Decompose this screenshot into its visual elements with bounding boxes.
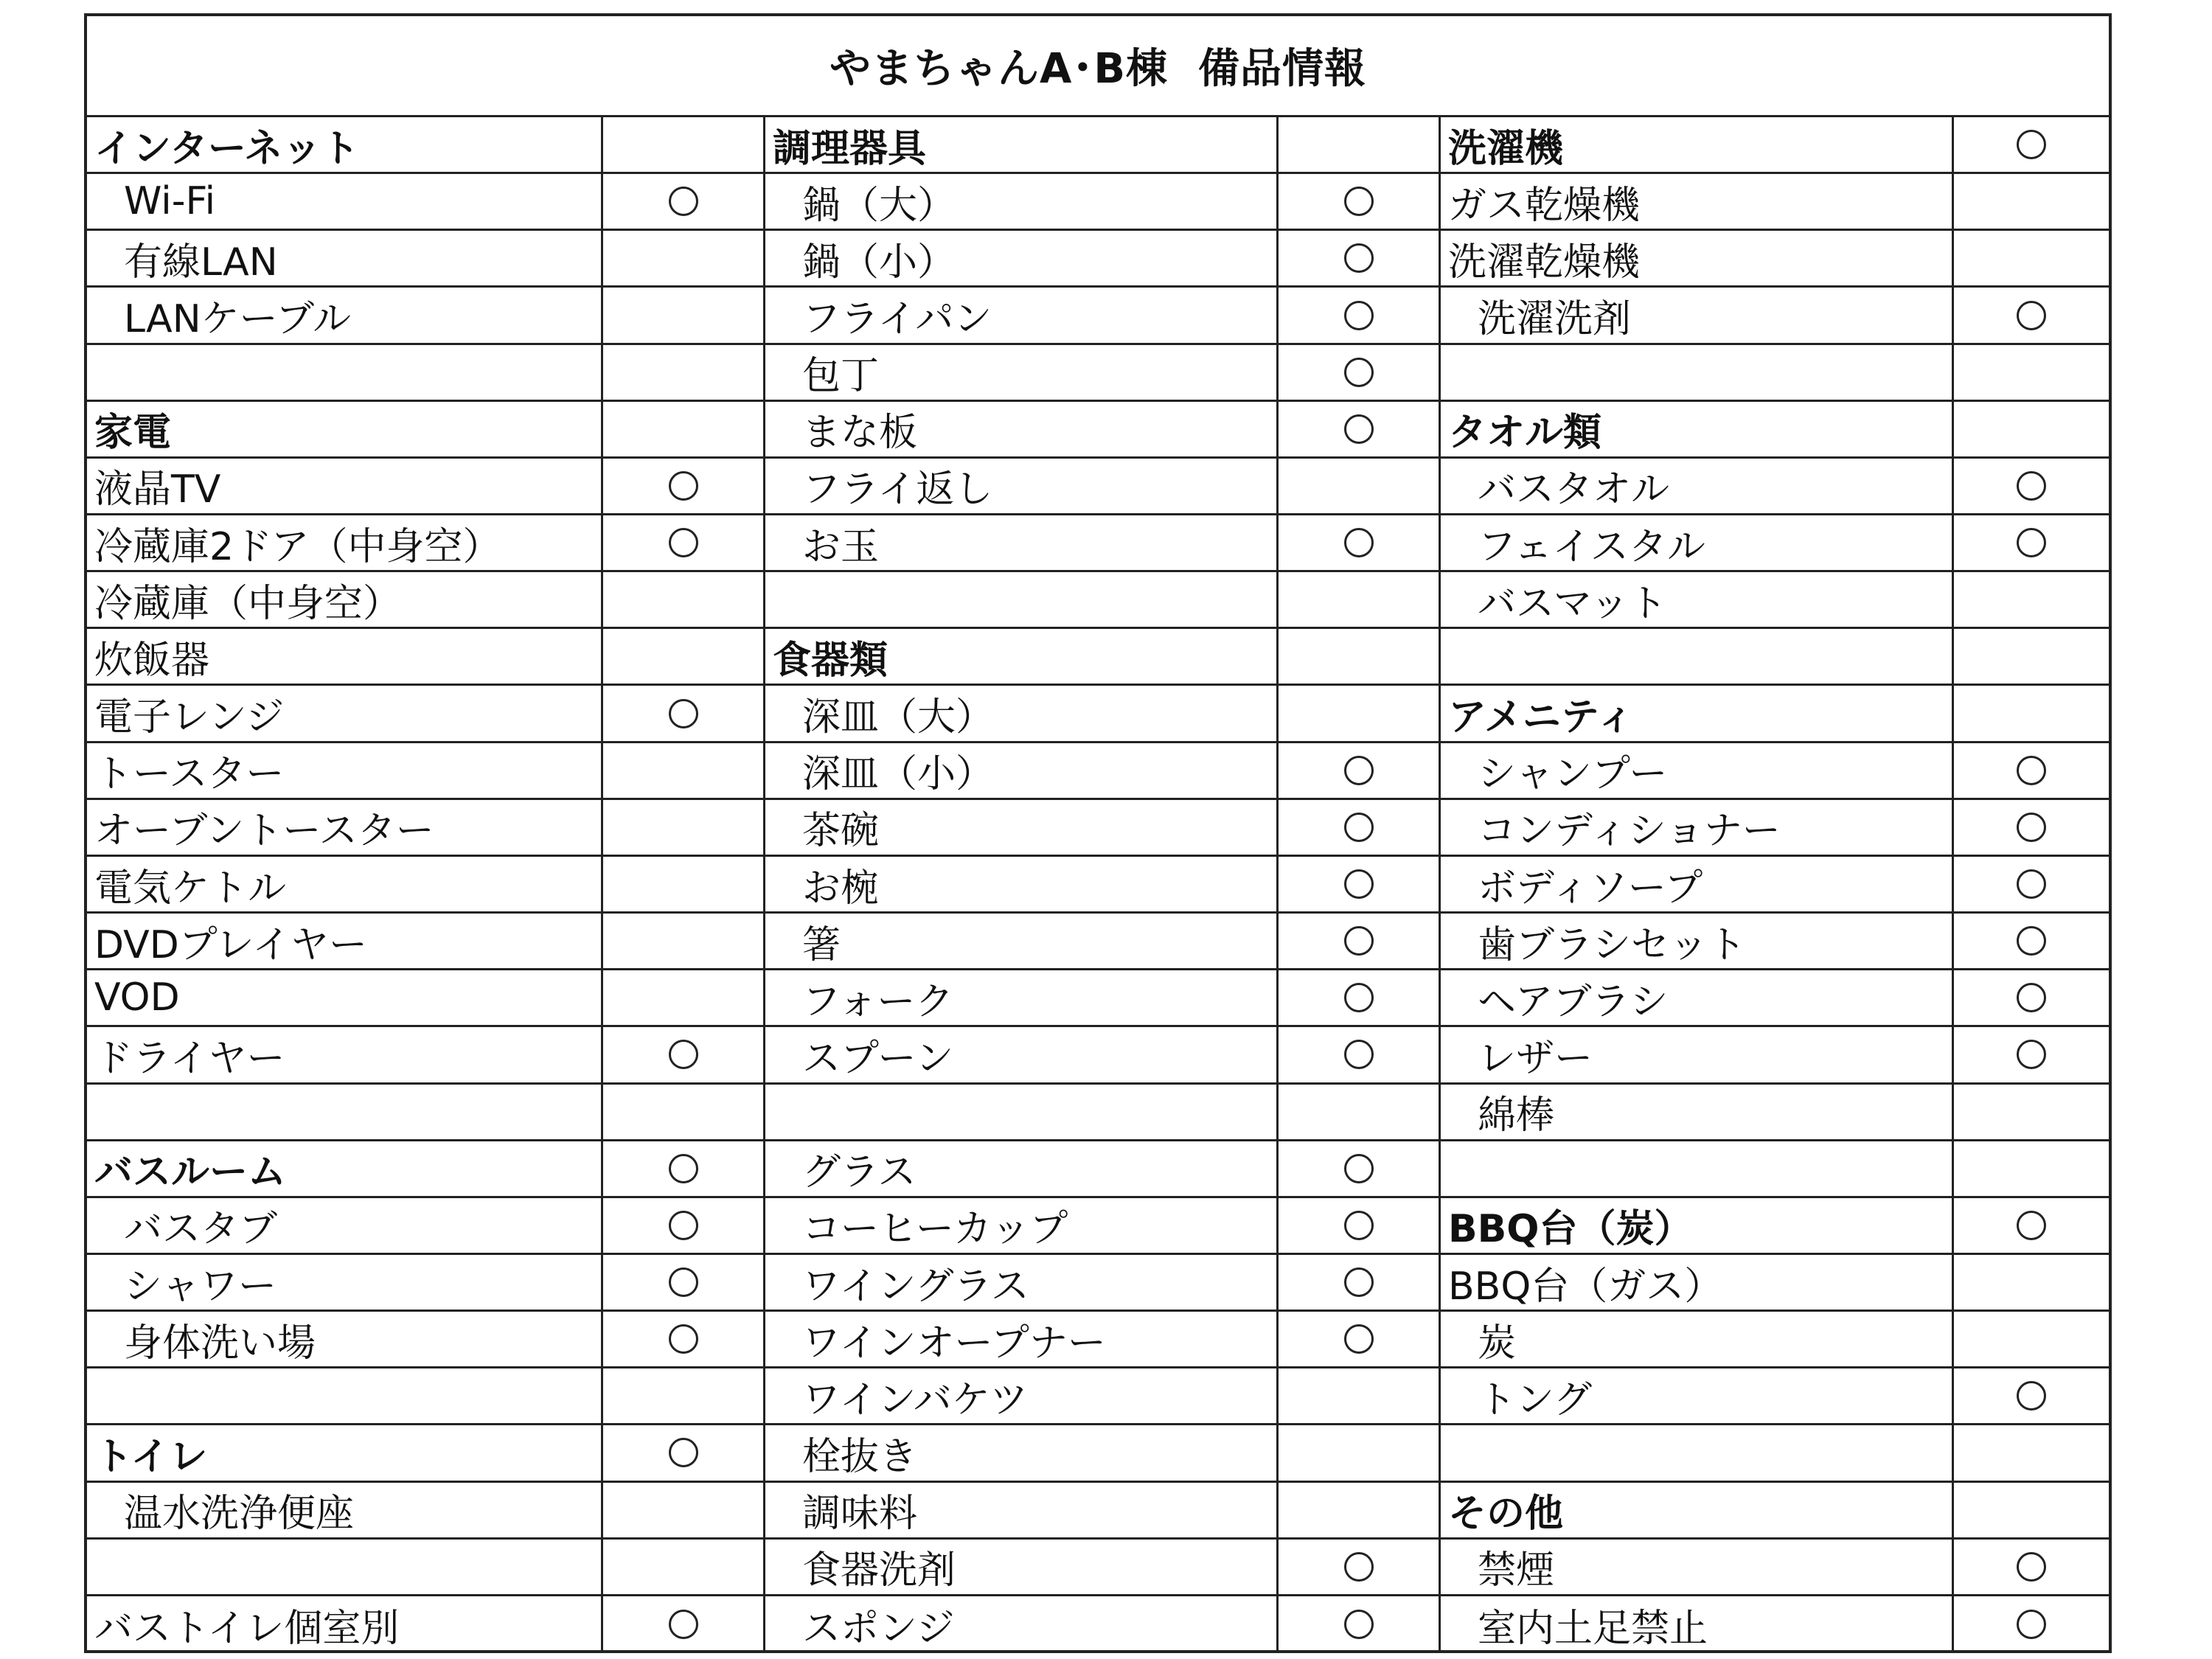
availability-cell [1954, 1085, 2109, 1141]
availability-cell [1954, 402, 2109, 459]
item-name [765, 572, 1279, 629]
item-name: コーヒーカップ [765, 1198, 1279, 1255]
circle-mark-icon [2017, 1552, 2046, 1582]
circle-mark-icon [2017, 756, 2046, 785]
availability-cell [1279, 1596, 1441, 1653]
item-name: スポンジ [765, 1596, 1279, 1653]
category-header: 家電 [87, 402, 603, 459]
item-name: バストイレ個室別 [87, 1596, 603, 1653]
item-name: 炭 [1441, 1312, 1954, 1368]
availability-cell [1279, 914, 1441, 970]
availability-cell [1279, 1255, 1441, 1312]
circle-mark-icon [1344, 243, 1374, 273]
circle-mark-icon [1344, 301, 1374, 330]
availability-cell [603, 174, 765, 231]
circle-mark-icon [1344, 1610, 1374, 1639]
availability-cell [1954, 174, 2109, 231]
availability-cell [603, 459, 765, 515]
page-title: やまちゃんA･B棟 備品情報 [829, 45, 1366, 93]
item-name: 電気ケトル [87, 857, 603, 914]
availability-cell [603, 117, 765, 174]
item-name: 冷蔵庫2ドア（中身空） [87, 515, 603, 572]
item-name: 調味料 [765, 1483, 1279, 1540]
category-header: バスルーム [87, 1141, 603, 1198]
availability-cell [1279, 117, 1441, 174]
availability-cell [603, 1483, 765, 1540]
availability-cell [603, 1198, 765, 1255]
circle-mark-icon [2017, 1040, 2046, 1069]
availability-cell [603, 800, 765, 857]
category-header: 調理器具 [765, 117, 1279, 174]
item-name: 箸 [765, 914, 1279, 970]
circle-mark-icon [1344, 358, 1374, 387]
availability-cell [1279, 1483, 1441, 1540]
circle-mark-icon [669, 187, 698, 216]
category-header: インターネット [87, 117, 603, 174]
availability-cell [1954, 857, 2109, 914]
item-name: 洗濯洗剤 [1441, 288, 1954, 344]
availability-cell [1279, 231, 1441, 288]
item-name [1441, 629, 1954, 686]
circle-mark-icon [1344, 756, 1374, 785]
availability-cell [1279, 629, 1441, 686]
item-name [1441, 1141, 1954, 1198]
item-name: スプーン [765, 1027, 1279, 1084]
circle-mark-icon [669, 1211, 698, 1240]
circle-mark-icon [1344, 414, 1374, 444]
availability-cell [1954, 970, 2109, 1027]
item-name: お椀 [765, 857, 1279, 914]
item-name: 身体洗い場 [87, 1312, 603, 1368]
availability-cell [603, 914, 765, 970]
availability-cell [1279, 970, 1441, 1027]
availability-cell [1954, 1425, 2109, 1482]
circle-mark-icon [1344, 1211, 1374, 1240]
availability-cell [1954, 1483, 2109, 1540]
availability-cell [1954, 288, 2109, 344]
circle-mark-icon [2017, 301, 2046, 330]
availability-cell [1954, 345, 2109, 402]
item-name: BBQ台（ガス） [1441, 1255, 1954, 1312]
item-name: 栓抜き [765, 1425, 1279, 1482]
item-name: ヘアブラシ [1441, 970, 1954, 1027]
availability-cell [1279, 345, 1441, 402]
item-name: シャンプー [1441, 743, 1954, 800]
availability-cell [1954, 1198, 2109, 1255]
availability-cell [1954, 1255, 2109, 1312]
availability-cell [603, 1255, 765, 1312]
circle-mark-icon [2017, 1381, 2046, 1411]
availability-cell [603, 1368, 765, 1425]
category-header: トイレ [87, 1425, 603, 1482]
item-name: バスマット [1441, 572, 1954, 629]
availability-cell [1954, 629, 2109, 686]
circle-mark-icon [2017, 869, 2046, 899]
availability-cell [1954, 117, 2109, 174]
availability-cell [1954, 515, 2109, 572]
item-name: フライパン [765, 288, 1279, 344]
item-name: 深皿（大） [765, 686, 1279, 742]
circle-mark-icon [669, 1154, 698, 1183]
circle-mark-icon [669, 1040, 698, 1069]
availability-cell [1279, 1425, 1441, 1482]
circle-mark-icon [1344, 813, 1374, 842]
item-name: 食器洗剤 [765, 1540, 1279, 1596]
item-name: バスタオル [1441, 459, 1954, 515]
availability-cell [1279, 288, 1441, 344]
item-name [87, 345, 603, 402]
circle-mark-icon [669, 699, 698, 728]
availability-cell [1279, 515, 1441, 572]
availability-cell [1279, 459, 1441, 515]
circle-mark-icon [1344, 1324, 1374, 1354]
item-name: ボディソープ [1441, 857, 1954, 914]
availability-cell [603, 629, 765, 686]
circle-mark-icon [669, 1438, 698, 1467]
item-name: 液晶TV [87, 459, 603, 515]
availability-cell [1954, 1540, 2109, 1596]
item-name: レザー [1441, 1027, 1954, 1084]
availability-cell [1954, 459, 2109, 515]
amenities-grid [87, 117, 2109, 1653]
availability-cell [1954, 686, 2109, 742]
category-header: 食器類 [765, 629, 1279, 686]
item-name: ワインオープナー [765, 1312, 1279, 1368]
availability-cell [603, 1540, 765, 1596]
availability-cell [603, 1425, 765, 1482]
category-header: タオル類 [1441, 402, 1954, 459]
item-name: フライ返し [765, 459, 1279, 515]
circle-mark-icon [1344, 1267, 1374, 1297]
category-header: その他 [1441, 1483, 1954, 1540]
item-name: 禁煙 [1441, 1540, 1954, 1596]
availability-cell [1954, 914, 2109, 970]
item-name: トースター [87, 743, 603, 800]
item-name: 洗濯乾燥機 [1441, 231, 1954, 288]
availability-cell [1954, 1027, 2109, 1084]
circle-mark-icon [1344, 1154, 1374, 1183]
circle-mark-icon [2017, 983, 2046, 1012]
item-name: フォーク [765, 970, 1279, 1027]
category-header: アメニティ [1441, 686, 1954, 742]
item-name [87, 1540, 603, 1596]
item-name: 深皿（小） [765, 743, 1279, 800]
availability-cell [1279, 1027, 1441, 1084]
circle-mark-icon [1344, 926, 1374, 956]
circle-mark-icon [669, 471, 698, 501]
availability-cell [603, 857, 765, 914]
item-name: フェイスタル [1441, 515, 1954, 572]
availability-cell [1954, 231, 2109, 288]
availability-cell [603, 402, 765, 459]
item-name: 鍋（小） [765, 231, 1279, 288]
item-name [765, 1085, 1279, 1141]
item-name: 冷蔵庫（中身空） [87, 572, 603, 629]
item-name: Wi-Fi [87, 174, 603, 231]
circle-mark-icon [669, 1267, 698, 1297]
availability-cell [603, 1596, 765, 1653]
title-row [87, 16, 2109, 117]
circle-mark-icon [2017, 528, 2046, 557]
circle-mark-icon [2017, 471, 2046, 501]
availability-cell [603, 1312, 765, 1368]
availability-cell [1954, 1596, 2109, 1653]
item-name: 包丁 [765, 345, 1279, 402]
availability-cell [1279, 1368, 1441, 1425]
circle-mark-icon [2017, 926, 2046, 956]
availability-cell [1279, 1141, 1441, 1198]
item-name: ワインバケツ [765, 1368, 1279, 1425]
availability-cell [1954, 572, 2109, 629]
item-name [87, 1085, 603, 1141]
availability-cell [1279, 1312, 1441, 1368]
item-name: 有線LAN [87, 231, 603, 288]
availability-cell [1279, 743, 1441, 800]
amenities-table [84, 13, 2112, 1653]
category-header: BBQ台（炭） [1441, 1198, 1954, 1255]
circle-mark-icon [669, 528, 698, 557]
circle-mark-icon [1344, 869, 1374, 899]
availability-cell [603, 515, 765, 572]
availability-cell [1279, 1085, 1441, 1141]
item-name: お玉 [765, 515, 1279, 572]
availability-cell [1279, 686, 1441, 742]
item-name: バスタブ [87, 1198, 603, 1255]
availability-cell [603, 345, 765, 402]
availability-cell [603, 1085, 765, 1141]
item-name: 電子レンジ [87, 686, 603, 742]
availability-cell [1954, 1312, 2109, 1368]
availability-cell [1954, 1368, 2109, 1425]
circle-mark-icon [1344, 187, 1374, 216]
item-name: 温水洗浄便座 [87, 1483, 603, 1540]
item-name: VOD [87, 970, 603, 1027]
item-name [87, 1368, 603, 1425]
availability-cell [1279, 174, 1441, 231]
item-name: まな板 [765, 402, 1279, 459]
item-name: DVDプレイヤー [87, 914, 603, 970]
circle-mark-icon [669, 1324, 698, 1354]
item-name: ガス乾燥機 [1441, 174, 1954, 231]
circle-mark-icon [2017, 130, 2046, 159]
availability-cell [603, 970, 765, 1027]
item-name [1441, 345, 1954, 402]
circle-mark-icon [2017, 1211, 2046, 1240]
item-name: ドライヤー [87, 1027, 603, 1084]
availability-cell [603, 1027, 765, 1084]
item-name: 室内土足禁止 [1441, 1596, 1954, 1653]
availability-cell [603, 572, 765, 629]
circle-mark-icon [1344, 983, 1374, 1012]
item-name: コンディショナー [1441, 800, 1954, 857]
availability-cell [1279, 857, 1441, 914]
availability-cell [1279, 1540, 1441, 1596]
item-name: トング [1441, 1368, 1954, 1425]
availability-cell [1279, 572, 1441, 629]
circle-mark-icon [2017, 1610, 2046, 1639]
circle-mark-icon [2017, 813, 2046, 842]
item-name: 鍋（大） [765, 174, 1279, 231]
item-name: オーブントースター [87, 800, 603, 857]
availability-cell [603, 231, 765, 288]
circle-mark-icon [1344, 1040, 1374, 1069]
availability-cell [1954, 800, 2109, 857]
availability-cell [603, 743, 765, 800]
circle-mark-icon [669, 1610, 698, 1639]
item-name: 炊飯器 [87, 629, 603, 686]
circle-mark-icon [1344, 1552, 1374, 1582]
item-name [1441, 1425, 1954, 1482]
item-name: シャワー [87, 1255, 603, 1312]
item-name: 綿棒 [1441, 1085, 1954, 1141]
item-name: 歯ブラシセット [1441, 914, 1954, 970]
availability-cell [603, 686, 765, 742]
availability-cell [1279, 800, 1441, 857]
availability-cell [1279, 1198, 1441, 1255]
availability-cell [1954, 1141, 2109, 1198]
item-name: グラス [765, 1141, 1279, 1198]
item-name: 茶碗 [765, 800, 1279, 857]
item-name: ワイングラス [765, 1255, 1279, 1312]
availability-cell [603, 1141, 765, 1198]
circle-mark-icon [1344, 528, 1374, 557]
availability-cell [1279, 402, 1441, 459]
availability-cell [1954, 743, 2109, 800]
category-header: 洗濯機 [1441, 117, 1954, 174]
availability-cell [603, 288, 765, 344]
item-name: LANケーブル [87, 288, 603, 344]
